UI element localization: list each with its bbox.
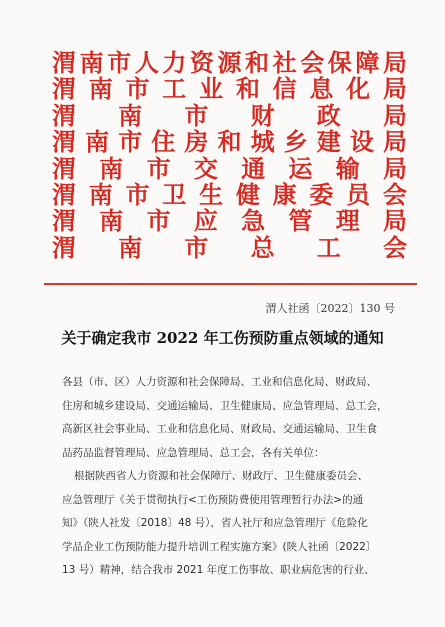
agency-name-char: 局 <box>382 74 407 104</box>
agency-name-char: 建 <box>316 127 341 157</box>
agency-name-char: 城 <box>250 127 275 157</box>
agency-name-char: 息 <box>309 74 334 104</box>
agency-name-char: 理 <box>335 206 360 236</box>
agency-name-char: 渭 <box>52 153 76 183</box>
agency-name-char: 南 <box>118 100 143 130</box>
agency-name-char: 会 <box>382 180 407 209</box>
agency-name-char: 市 <box>184 100 209 130</box>
agency-name-char: 和 <box>235 74 260 104</box>
agency-name-char: 人 <box>134 48 159 77</box>
agency-name-char: 渭 <box>52 48 76 77</box>
body-line: 根据陕西省人力资源和社会保障厅、财政厅、卫生健康委员会、 <box>74 470 368 482</box>
agency-name-line <box>52 49 407 77</box>
agency-name-char: 市 <box>107 48 132 77</box>
agency-name-char: 应 <box>193 206 218 236</box>
agency-name-char: 管 <box>288 206 313 236</box>
body-line: 13 号）精神，结合我市 2021 年度工伤事故、职业病危害的行业、 <box>62 564 375 576</box>
agency-name-char: 市 <box>146 153 171 183</box>
agency-name-char: 健 <box>235 180 260 209</box>
agency-name-char: 南 <box>99 206 124 236</box>
agency-name-char: 财 <box>250 100 275 130</box>
agency-name-char: 生 <box>199 180 224 209</box>
agency-name-char: 康 <box>272 180 297 209</box>
agency-name-char: 设 <box>349 127 374 157</box>
agency-name-char: 保 <box>327 48 352 77</box>
agency-name-char: 会 <box>300 48 325 77</box>
agency-name-char: 交 <box>193 153 218 183</box>
agency-name-char: 渭 <box>52 100 76 130</box>
document-number: 渭人社函〔2022〕130 号 <box>265 302 395 315</box>
document-body <box>62 371 401 583</box>
agency-name-char: 南 <box>99 153 124 183</box>
agency-name-line <box>52 102 407 130</box>
agency-name-char: 局 <box>382 100 407 130</box>
agency-name-char: 障 <box>355 48 380 77</box>
agency-name-line <box>52 128 407 156</box>
agency-name-char: 信 <box>272 74 297 104</box>
agency-name-char: 市 <box>184 232 209 262</box>
agency-name-char: 南 <box>88 74 113 104</box>
agency-name-char: 通 <box>241 153 266 183</box>
agency-name-char: 渭 <box>52 127 76 157</box>
agency-name-char: 政 <box>316 100 341 130</box>
agency-name-char: 房 <box>184 127 209 157</box>
agency-name-char: 渭 <box>52 232 76 262</box>
body-line: 应急管理厅《关于贯彻执行<工伤预防费使用管理暂行办法>的通 <box>62 493 364 506</box>
agency-name-char: 南 <box>85 127 110 157</box>
agency-name-char: 总 <box>250 232 275 262</box>
body-line: 品药品监督管理局、应急管理局、总工会，各有关单位： <box>62 446 325 459</box>
agency-name-char: 市 <box>125 180 150 209</box>
agency-name-char: 业 <box>199 74 224 104</box>
agency-name-line <box>52 75 407 103</box>
agency-name-line <box>52 155 407 183</box>
agency-name-line <box>52 234 407 262</box>
agency-name-char: 局 <box>382 206 407 236</box>
agency-name-char: 渭 <box>52 74 76 104</box>
agency-name-char: 市 <box>118 127 143 157</box>
body-line: 住房和城乡建设局、交通运输局、卫生健康局、应急管理局、总工会， <box>62 399 388 412</box>
agency-name-char: 南 <box>88 180 113 209</box>
agency-name-char: 乡 <box>283 127 308 157</box>
agency-name-char: 化 <box>346 74 371 104</box>
agency-name-char: 南 <box>79 48 104 77</box>
red-divider-line <box>44 283 417 285</box>
agency-name-char: 渭 <box>52 180 76 209</box>
agency-name-char: 工 <box>316 232 341 262</box>
agency-name-char: 社 <box>272 48 297 77</box>
agency-name-char: 渭 <box>52 206 76 236</box>
agency-name-char: 住 <box>151 127 176 157</box>
agency-name-char: 员 <box>346 180 371 209</box>
body-line: 知》（陕人社发〔2018〕48 号），省人社厅和应急管理厅《危险化 <box>62 517 368 529</box>
agency-name-char: 卫 <box>162 180 187 209</box>
agency-name-char: 局 <box>382 153 407 183</box>
agency-name-char: 局 <box>382 48 407 77</box>
agency-name-char: 委 <box>309 180 334 209</box>
agency-name-char: 和 <box>217 127 242 157</box>
body-line: 高新区社会事业局、工业和信息化局、财政局、交通运输局、卫生食 <box>62 423 377 435</box>
agency-name-char: 和 <box>245 48 270 77</box>
agency-name-char: 市 <box>125 74 150 104</box>
agency-name-char: 源 <box>217 48 242 77</box>
agency-name-char: 运 <box>288 153 313 183</box>
agency-name-char: 力 <box>162 48 187 77</box>
agency-name-char: 会 <box>382 232 407 262</box>
agency-name-char: 急 <box>241 206 266 236</box>
agency-name-char: 资 <box>189 48 214 77</box>
document-title: 关于确定我市 2022 年工伤预防重点领域的通知 <box>61 329 384 347</box>
agency-name-line <box>52 207 407 235</box>
agency-name-char: 南 <box>118 232 143 262</box>
body-line: 学品企业工伤预防能力提升培训工程实施方案》(陕人社函〔2022〕 <box>62 540 377 553</box>
agency-name-char: 局 <box>382 127 407 157</box>
agency-name-line <box>52 181 407 209</box>
agency-name-char: 工 <box>162 74 187 104</box>
agency-name-char: 输 <box>335 153 360 183</box>
agency-name-char: 市 <box>146 206 171 236</box>
body-line: 各县（市、区）人力资源和社会保障局、工业和信息化局、财政局、 <box>62 376 377 388</box>
